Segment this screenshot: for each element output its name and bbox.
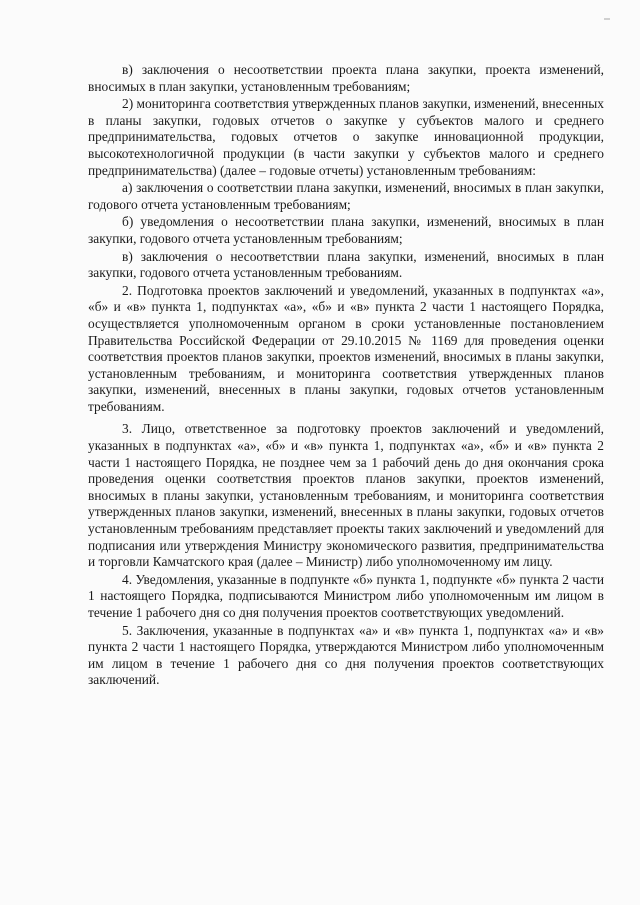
paragraph-section-3-responsible-person: 3. Лицо, ответственное за подготовку проектов заключений и уведомлений, указанных в подпунктах «а», «б» и «в» пункта 1, подпунктах «а», «б» и «в» пункта 2 части 1 настоящего Порядка, не позднее чем за 1 рабочий день до дня окончания срока проведения оценки соответствия проектов планов закупки, проектов изменений, вносимых в планы закупки, установленным требованиям, и мониторинга соответствия утвержденных планов закупки, изменений, внесенных в планы закупки, годовых отчетов установленным требованиям представляет проекты таких заключений и уведомлений для подписания или утверждения Министру экономического развития, предпринимательства и торговли Камчатского края (далее – Министр) либо уполномоченному им лицу. — [88, 421, 604, 570]
paragraph-2a-conclusion-conformity: а) заключения о соответствии плана закупки, изменений, вносимых в план закупки, годового отчета установленным требованиям; — [88, 180, 604, 212]
paragraph-2v-conclusion-nonconformity: в) заключения о несоответствии плана закупки, изменений, вносимых в план закупки, годового отчета установленным требованиям. — [88, 248, 604, 281]
paragraph-2-monitoring: 2) мониторинга соответствия утвержденных планов закупки, изменений, внесенных в планы закупки, годовых отчетов о закупке у субъектов малого и среднего предпринимательства, годовых отчетов о закупке инновационной продукции, высокотехнологичной продукции (в части закупки у субъектов малого и среднего предпринимательства) (далее – годовые отчеты) установленным требованиям: — [88, 96, 604, 178]
paragraph-section-2-preparation: 2. Подготовка проектов заключений и уведомлений, указанных в подпунктах «а», «б» и «в» пункта 1, подпунктах «а», «б» и «в» пункта 2 части 1 настоящего Порядка, осуществляется уполномоченным органом в сроки установленные постановлением Правительства Российской Федерации от 29.10.2015 № 1169 для проведения оценки соответствия проектов планов закупки, проектов изменений, вносимых в планы закупки, установленным требованиям, и мониторинга соответствия утвержденных планов закупки, изменений, внесенных в планы закупки, годовых отчетов установленным требованиям. — [88, 282, 604, 414]
paragraph-2b-notification-nonconformity: б) уведомления о несоответствии плана закупки, изменений, вносимых в план закупки, годового отчета установленным требованиям; — [88, 214, 604, 246]
scan-artifact — [604, 18, 610, 20]
paragraph-1v-conclusion-nonconformity-project: в) заключения о несоответствии проекта плана закупки, проекта изменений, вносимых в план закупки, установленным требованиям; — [88, 62, 604, 94]
paragraph-section-5-conclusions: 5. Заключения, указанные в подпунктах «а» и «в» пункта 1, подпунктах «а» и «в» пункта 2 части 1 настоящего Порядка, утверждаются Министром либо уполномоченным им лицом в течение 1 рабочего дня со дня получения проектов соответствующих заключений. — [88, 622, 604, 688]
document-body — [88, 62, 604, 690]
paragraph-section-4-notifications: 4. Уведомления, указанные в подпункте «б» пункта 1, подпункте «б» пункта 2 части 1 настоящего Порядка, подписываются Министром либо уполномоченным им лицом в течение 1 рабочего дня со дня получения проектов соответствующих уведомлений. — [88, 571, 604, 620]
